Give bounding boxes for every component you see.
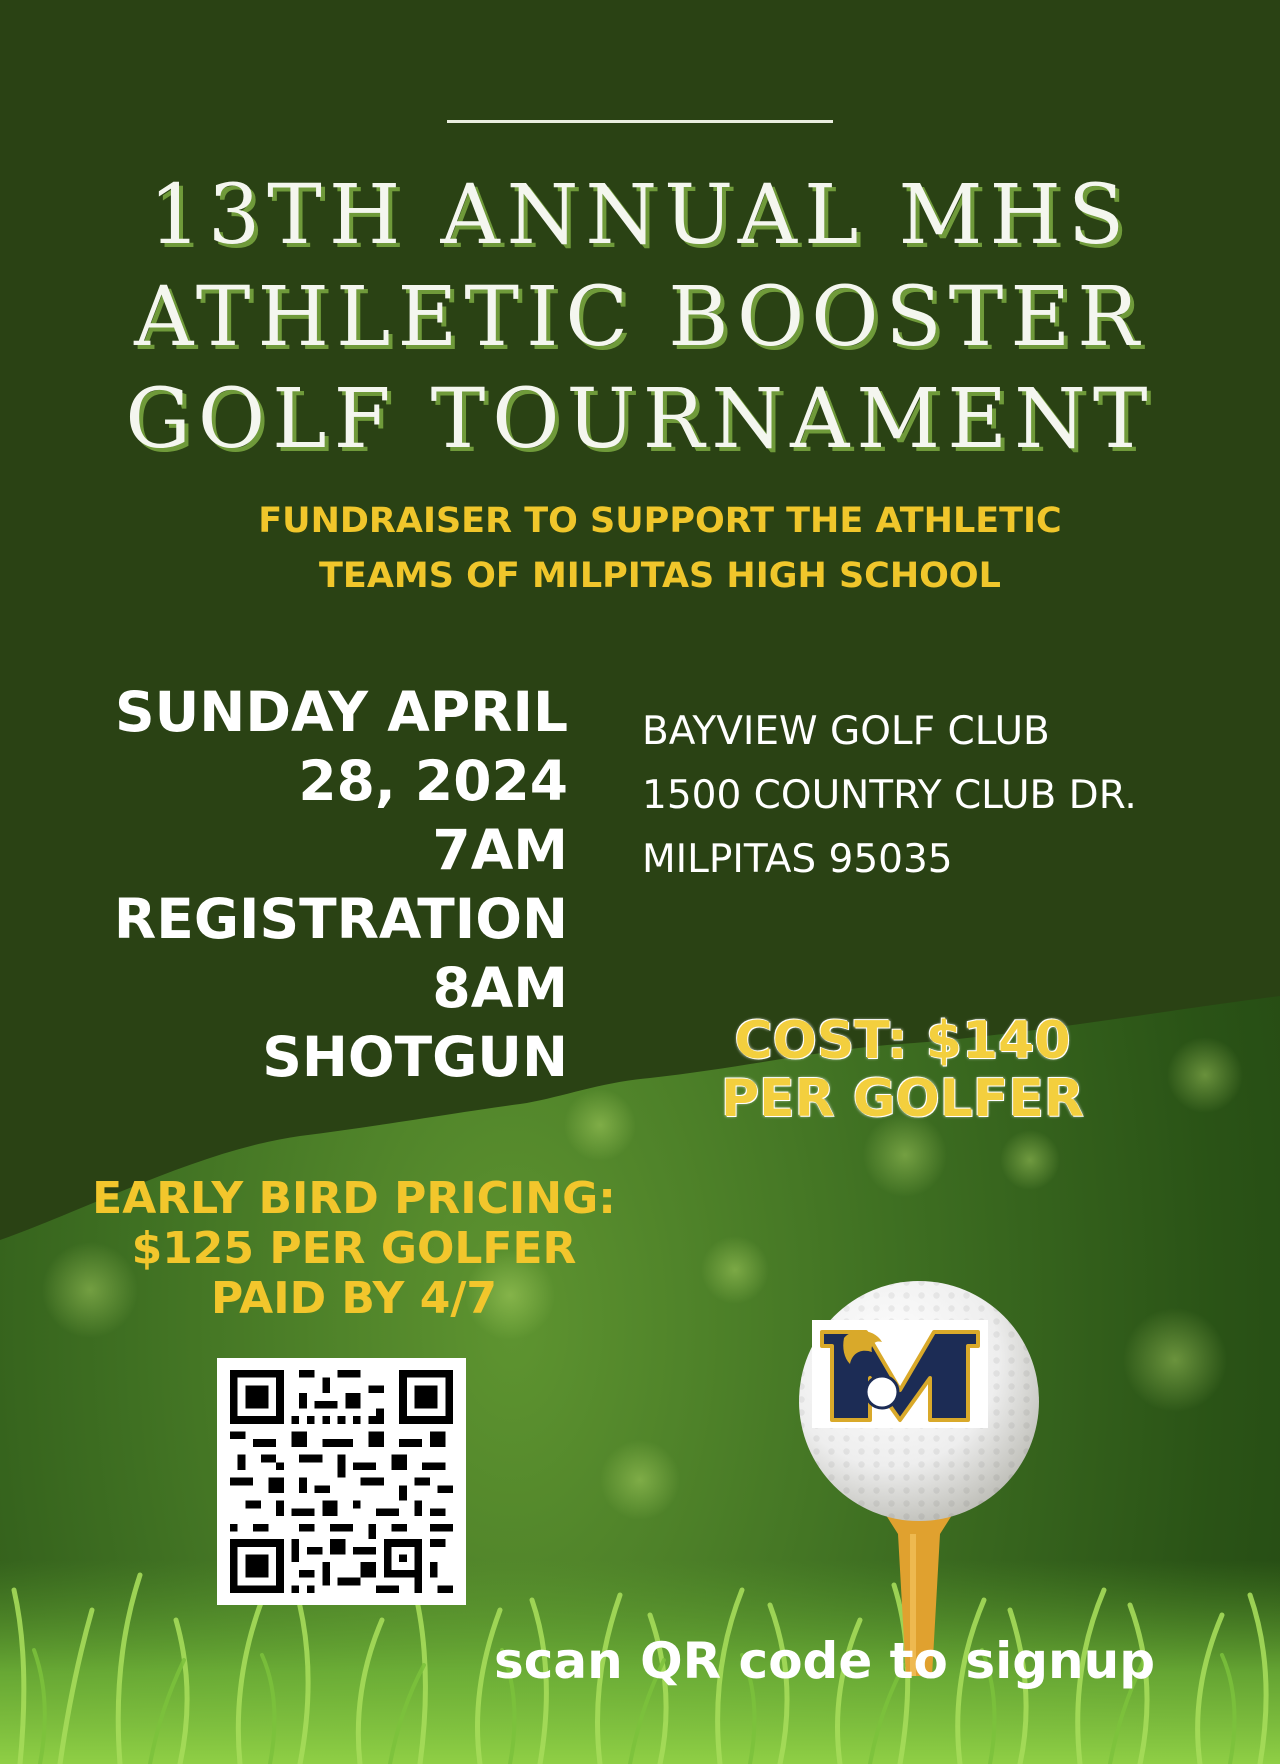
cost-line-2: PER GOLFER <box>721 1069 1084 1129</box>
early-bird-line-2: $125 PER GOLFER <box>131 1223 577 1274</box>
schedule-registration-label: REGISTRATION <box>113 887 568 951</box>
subtitle-line-1: FUNDRAISER TO SUPPORT THE ATHLETIC <box>258 501 1062 541</box>
event-title <box>0 165 1280 471</box>
event-schedule <box>28 678 568 1092</box>
title-rule <box>447 120 833 123</box>
early-bird-pricing <box>44 1174 664 1324</box>
subtitle-line-2: TEAMS OF MILPITAS HIGH SCHOOL <box>319 556 1001 596</box>
schedule-shotgun-time: 8AM <box>432 956 568 1020</box>
mhs-m-logo-icon <box>812 1320 988 1428</box>
title-line-1: 13TH ANNUAL MHS <box>148 168 1132 263</box>
schedule-date-line-2: 28, 2024 <box>298 749 568 813</box>
schedule-date-line-1: SUNDAY APRIL <box>115 680 568 744</box>
title-line-2: ATHLETIC BOOSTER <box>134 270 1146 365</box>
qr-signup-instruction: scan QR code to signup <box>494 1632 1155 1690</box>
cost-line-1: COST: $140 <box>734 1011 1071 1071</box>
early-bird-line-1: EARLY BIRD PRICING: <box>92 1173 616 1224</box>
fundraiser-subtitle <box>0 494 1280 604</box>
venue-street: 1500 COUNTRY CLUB DR. <box>642 773 1137 818</box>
venue-address <box>642 700 1137 892</box>
venue-name: BAYVIEW GOLF CLUB <box>642 709 1050 754</box>
early-bird-line-3: PAID BY 4/7 <box>210 1273 498 1324</box>
venue-city: MILPITAS 95035 <box>642 837 953 882</box>
signup-qr-code[interactable] <box>217 1358 466 1605</box>
schedule-shotgun-label: SHOTGUN <box>262 1025 568 1089</box>
schedule-registration-time: 7AM <box>432 818 568 882</box>
title-line-3: GOLF TOURNAMENT <box>125 372 1155 467</box>
qr-code-icon <box>229 1370 454 1593</box>
cost-info <box>680 1012 1125 1128</box>
